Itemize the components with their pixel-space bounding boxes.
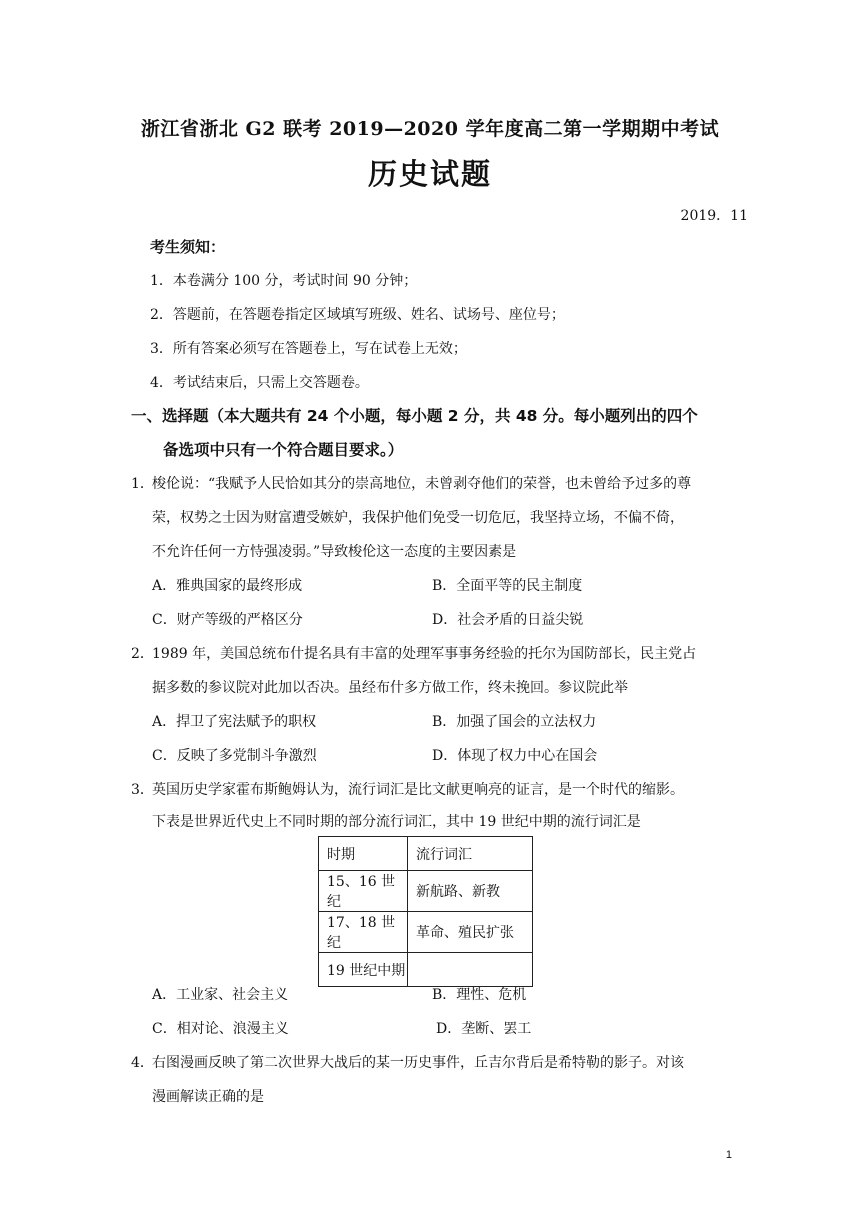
- table-row: [319, 912, 533, 953]
- exam-title: 浙江省浙北 G2 联考 2019—2020 学年度高二第一学期期中考试: [140, 118, 720, 140]
- question-text: 漫画解读正确的是: [152, 1089, 264, 1105]
- question-number: 4．: [131, 1055, 154, 1071]
- question-text: 右图漫画反映了第二次世界大战后的某一历史事件，丘吉尔背后是希特勒的影子。对该: [152, 1055, 684, 1071]
- option-d: D．社会矛盾的日益尖锐: [432, 612, 584, 628]
- option-b: B．加强了国会的立法权力: [432, 714, 597, 730]
- question-text: 不允许任何一方恃强凌弱。”导致梭伦这一态度的主要因素是: [152, 544, 517, 560]
- question-text: 荣，权势之士因为财富遭受嫉妒，我保护他们免受一切危厄，我坚持立场，不偏不倚，: [152, 510, 684, 526]
- question-number: 3．: [131, 782, 154, 798]
- option-c: C．相对论、浪漫主义: [152, 1021, 289, 1037]
- option-c: C．反映了多党制斗争激烈: [152, 748, 317, 764]
- table-cell: 新航路、新教: [408, 871, 533, 912]
- question-text: 1989 年，美国总统布什提名具有丰富的处理军事事务经验的托尔为国防部长，民主党占: [152, 646, 697, 662]
- table-cell: 17、18 世纪: [319, 912, 408, 953]
- table-header-cell: 时期: [319, 837, 408, 871]
- notice-item: 2．答题前，在答题卷指定区域填写班级、姓名、试场号、座位号；: [150, 307, 565, 323]
- notice-item: 4．考试结束后，只需上交答题卷。: [150, 375, 369, 391]
- table-row: [319, 871, 533, 912]
- question-text: 梭伦说：“我赋予人民恰如其分的崇高地位，未曾剥夺他们的荣誉，也未曾给予过多的尊: [152, 476, 692, 492]
- table-cell: 15、16 世纪: [319, 871, 408, 912]
- option-a: A．工业家、社会主义: [152, 987, 289, 1003]
- option-d: D．垄断、罢工: [436, 1021, 532, 1037]
- table-header-cell: 流行词汇: [408, 837, 533, 871]
- option-d: D．体现了权力中心在国会: [432, 748, 598, 764]
- exam-subtitle: 历史试题: [367, 157, 492, 191]
- notice-heading: 考生须知：: [150, 238, 226, 256]
- section-heading-line2: 备选项中只有一个符合题目要求。）: [163, 441, 404, 459]
- page-number: 1: [725, 1149, 732, 1161]
- table-cell: 19 世纪中期: [319, 953, 408, 987]
- table-cell: 革命、殖民扩张: [408, 912, 533, 953]
- vocabulary-table: [318, 836, 533, 987]
- exam-date: 2019．11: [680, 208, 748, 224]
- question-text: 据多数的参议院对此加以否决。虽经布什多方做工作，终未挽回。参议院此举: [152, 680, 628, 696]
- notice-item: 1．本卷满分 100 分，考试时间 90 分钟；: [150, 273, 418, 289]
- table-cell: [408, 953, 533, 987]
- question-text: 下表是世界近代史上不同时期的部分流行词汇，其中 19 世纪中期的流行词汇是: [152, 814, 641, 830]
- question-text: 英国历史学家霍布斯鲍姆认为，流行词汇是比文献更响亮的证言，是一个时代的缩影。: [152, 782, 684, 798]
- option-a: A．捍卫了宪法赋予的职权: [152, 714, 317, 730]
- option-b: B．理性、危机: [432, 987, 527, 1003]
- option-a: A．雅典国家的最终形成: [152, 578, 303, 594]
- option-c: C．财产等级的严格区分: [152, 612, 303, 628]
- notice-item: 3．所有答案必须写在答题卷上，写在试卷上无效；: [150, 341, 467, 357]
- question-number: 1．: [131, 476, 154, 492]
- table-header-row: [319, 837, 533, 871]
- question-number: 2．: [131, 646, 154, 662]
- section-heading-line1: 一、选择题（本大题共有 24 个小题，每小题 2 分，共 48 分。每小题列出的四个: [131, 407, 698, 425]
- table-row: [319, 953, 533, 987]
- option-b: B．全面平等的民主制度: [432, 578, 583, 594]
